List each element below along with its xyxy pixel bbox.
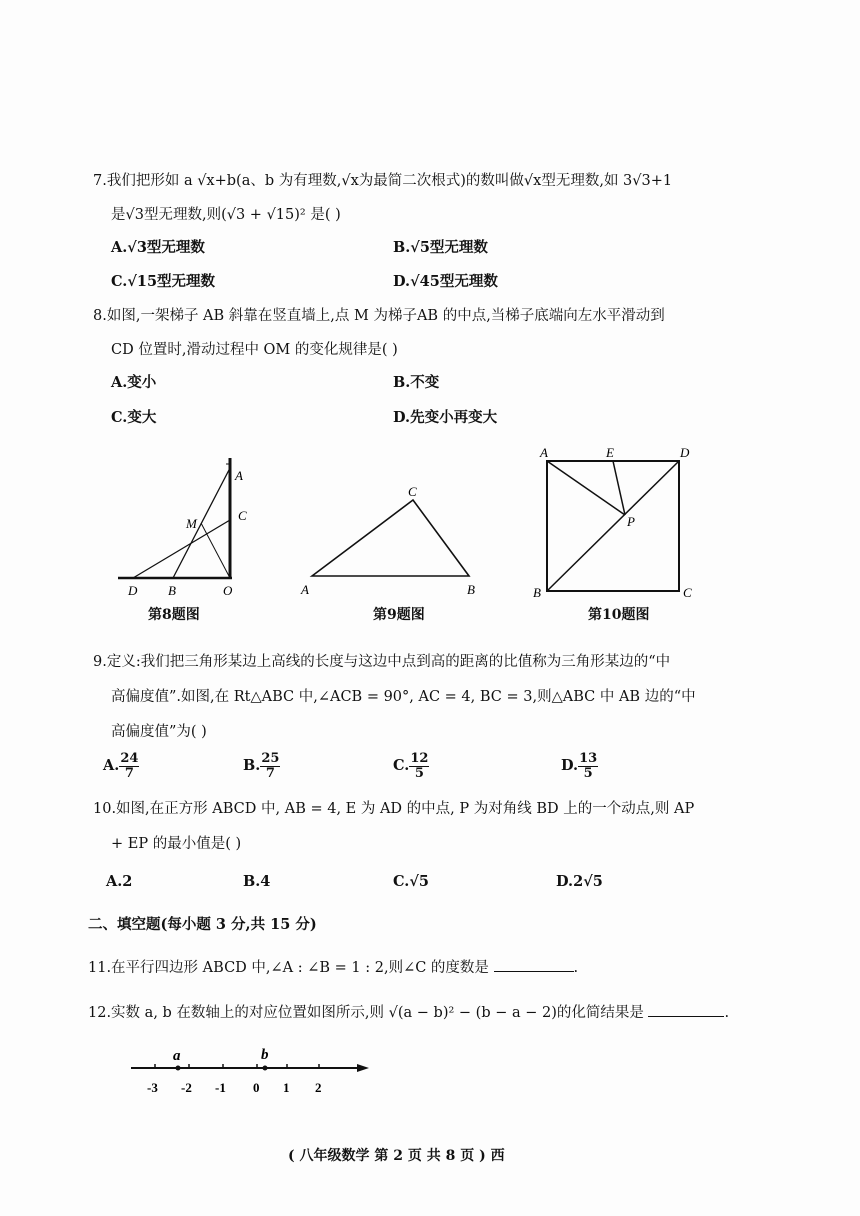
- fig10-label-d: D: [680, 445, 690, 460]
- fig10-label-c: C: [683, 585, 692, 600]
- q8-line-1: 8.如图,一架梯子 AB 斜靠在竖直墙上,点 M 为梯子AB 的中点,当梯子底端向左水平滑动到: [93, 308, 665, 324]
- tick-label: -3: [147, 1080, 158, 1095]
- q9-line-3: 高偏度值”为( ): [111, 724, 207, 740]
- q11-text: 11.在平行四边形 ABCD 中,∠A : ∠B = 1 : 2,则∠C 的度数是: [88, 960, 489, 976]
- figure-8: [110, 450, 270, 602]
- segment-om: [201, 523, 230, 578]
- tick-label: 2: [315, 1080, 322, 1095]
- fig8-label-m: M: [186, 516, 197, 531]
- triangle-abc: [312, 500, 469, 576]
- q11: [88, 956, 578, 977]
- fig8-label-d: D: [128, 583, 138, 598]
- tick-label: 1: [283, 1080, 290, 1095]
- fig8-label-a: A: [235, 468, 243, 483]
- q9-option-b: B. $\frac{25}{7}$: [243, 751, 280, 781]
- fig9-caption: 第9题图: [373, 607, 425, 623]
- tick-label: -2: [181, 1080, 192, 1095]
- fig9-label-b: B: [467, 582, 475, 597]
- segment-ap: [547, 461, 625, 515]
- tick-labels: [147, 1080, 322, 1095]
- q9-option-c: C. $\frac{12}{5}$: [393, 751, 429, 781]
- q9-option-d: D. $\frac{13}{5}$: [561, 751, 598, 781]
- fig8-label-o: O: [223, 583, 233, 598]
- figure-9: [295, 478, 495, 600]
- q9-option-a: A. $\frac{24}{7}$: [103, 751, 139, 781]
- q10-option-c: C.√5: [393, 873, 429, 890]
- diagonal-bd: [547, 461, 679, 591]
- q12: [88, 1001, 729, 1022]
- fig9-label-c: C: [408, 484, 417, 499]
- point-a: [176, 1066, 181, 1071]
- fig10-label-e: E: [606, 445, 614, 460]
- q11-end: .: [573, 960, 579, 976]
- fig10-label-b: B: [533, 585, 541, 600]
- q7-line-1: 7.我们把形如 a √x+b(a、b 为有理数,√x为最简二次根式)的数叫做√x型无理数,如 3√3+1: [93, 173, 673, 189]
- q8-option-d: D.先变小再变大: [393, 409, 498, 426]
- point-b: [263, 1066, 268, 1071]
- q10-option-d: D.2√5: [556, 873, 603, 890]
- q11-answer-blank[interactable]: [494, 957, 574, 972]
- q10-line-1: 10.如图,在正方形 ABCD 中, AB = 4, E 为 AD 的中点, P 为对角线 BD 上的一个动点,则 AP: [93, 801, 695, 817]
- segment-ep: [613, 461, 625, 515]
- q9-line-2: 高偏度值”.如图,在 Rt△ABC 中,∠ACB = 90°, AC = 4, BC = 3,则△ABC 中 AB 边的“中: [111, 689, 696, 705]
- q7-option-d: D.√45型无理数: [393, 273, 498, 290]
- q8-line-2: CD 位置时,滑动过程中 OM 的变化规律是( ): [111, 342, 398, 358]
- q10-option-b: B.4: [243, 873, 271, 890]
- section-2-title: 二、填空题(每小题 3 分,共 15 分): [88, 916, 317, 933]
- q9-line-1: 9.定义:我们把三角形某边上高线的长度与这边中点到高的距离的比值称为三角形某边的“中: [93, 654, 671, 670]
- q8-option-a: A.变小: [111, 374, 157, 391]
- tick-label: -1: [215, 1080, 226, 1095]
- fig9-label-a: A: [301, 582, 309, 597]
- fig8-label-b: B: [168, 583, 176, 598]
- q7-option-b: B.√5型无理数: [393, 239, 488, 256]
- fig10-label-a: A: [540, 445, 548, 460]
- ladder-cd: [133, 520, 230, 578]
- number-line: [125, 1044, 375, 1100]
- q7-option-a: A.√3型无理数: [111, 239, 205, 256]
- page-footer: ( 八年级数学 第 2 页 共 8 页 ) 西: [288, 1148, 505, 1164]
- q8-option-c: C.变大: [111, 409, 157, 426]
- fig10-caption: 第10题图: [588, 607, 650, 623]
- q10-line-2: + EP 的最小值是( ): [111, 836, 242, 852]
- q12-text: 12.实数 a, b 在数轴上的对应位置如图所示,则 √(a − b)² − (b − a − 2)的化简结果是: [88, 1005, 644, 1021]
- label-b: b: [261, 1047, 269, 1063]
- q7-line-2: 是√3型无理数,则(√3 + √15)² 是( ): [111, 207, 341, 223]
- figure-10: [530, 444, 700, 604]
- fig8-label-c: C: [238, 508, 247, 523]
- label-a: a: [173, 1048, 181, 1064]
- q12-end: .: [724, 1005, 730, 1021]
- fig10-label-p: P: [627, 514, 635, 529]
- tick-label: 0: [253, 1080, 260, 1095]
- q8-option-b: B.不变: [393, 374, 440, 391]
- q12-answer-blank[interactable]: [648, 1002, 724, 1017]
- q7-option-c: C.√15型无理数: [111, 273, 216, 290]
- fig8-caption: 第8题图: [148, 607, 200, 623]
- q10-option-a: A.2: [106, 873, 133, 890]
